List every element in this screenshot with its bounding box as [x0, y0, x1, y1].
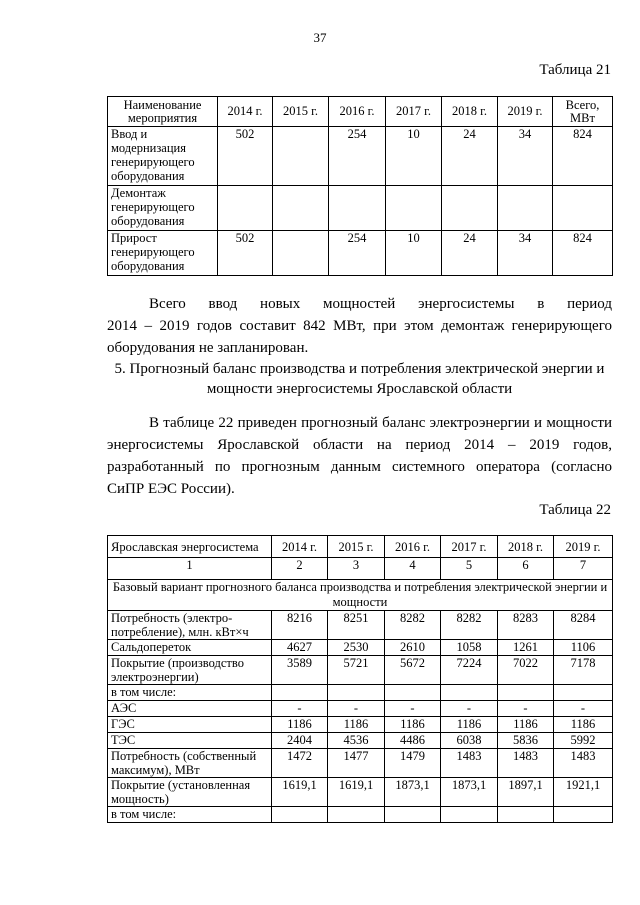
table-row: [108, 701, 613, 717]
table-cell: 6038: [441, 733, 498, 749]
table-22-header-cell: 2018 г.: [498, 536, 554, 558]
table-cell: 1483: [498, 749, 554, 778]
table-22-section-row: [108, 580, 613, 611]
table-cell: 1058: [441, 640, 498, 656]
table-cell: 2404: [272, 733, 328, 749]
column-number: 1: [108, 558, 272, 580]
table-21-header-cell: 2017 г.: [386, 97, 442, 127]
table-cell: [218, 186, 273, 231]
table-cell: 1619,1: [328, 778, 385, 807]
table-cell: -: [272, 701, 328, 717]
table-22-header-cell: 2019 г.: [554, 536, 613, 558]
table-cell: 7022: [498, 656, 554, 685]
paragraph-line: СиПР ЕЭС России).: [107, 481, 235, 497]
row-label: Покрытие (производство электроэнергии): [108, 656, 272, 685]
table-cell: 1261: [498, 640, 554, 656]
row-label: Потребность (электро-потребление), млн. кВт×ч: [108, 611, 272, 640]
table-22-caption: Таблица 22: [539, 502, 611, 518]
paragraph-new-capacity: [107, 293, 612, 359]
table-cell: [328, 685, 385, 701]
table-21-header-cell: 2015 г.: [273, 97, 329, 127]
table-cell: [385, 685, 441, 701]
table-row: [108, 231, 613, 276]
table-row: [108, 186, 613, 231]
table-row: [108, 640, 613, 656]
column-number: 5: [441, 558, 498, 580]
table-21-header-cell: 2014 г.: [218, 97, 273, 127]
table-cell: [272, 685, 328, 701]
table-22: [107, 535, 613, 823]
table-cell: 1186: [272, 717, 328, 733]
table-cell: [441, 685, 498, 701]
table-cell: 1619,1: [272, 778, 328, 807]
table-cell: 1921,1: [554, 778, 613, 807]
table-cell: 1186: [385, 717, 441, 733]
table-row: [108, 611, 613, 640]
table-cell: [498, 186, 553, 231]
row-label: ТЭС: [108, 733, 272, 749]
table-cell: 8216: [272, 611, 328, 640]
table-row: [108, 127, 613, 186]
table-cell: 2610: [385, 640, 441, 656]
table-cell: 8282: [441, 611, 498, 640]
table-cell: 4627: [272, 640, 328, 656]
paragraph-line: 2014 – 2019 годов составит 842 МВт, при этом демонтаж генерирующего: [107, 318, 612, 334]
table-cell: 34: [498, 231, 553, 276]
table-row: [108, 656, 613, 685]
column-number: 3: [328, 558, 385, 580]
table-cell: 5836: [498, 733, 554, 749]
table-cell: 1483: [441, 749, 498, 778]
table-cell: 1483: [554, 749, 613, 778]
column-number: 7: [554, 558, 613, 580]
row-label: Демонтаж генерирующего оборудования: [108, 186, 218, 231]
table-cell: 1479: [385, 749, 441, 778]
paragraph-line: оборудования не запланирован.: [107, 340, 309, 356]
row-label: Покрытие (установленная мощность): [108, 778, 272, 807]
table-cell: 254: [329, 231, 386, 276]
table-22-header-cell: 2014 г.: [272, 536, 328, 558]
table-22-header-cell: Ярославская энергосистема: [108, 536, 272, 558]
table-cell: [498, 807, 554, 823]
table-cell: 8282: [385, 611, 441, 640]
table-cell: 502: [218, 231, 273, 276]
table-cell: 8251: [328, 611, 385, 640]
table-cell: [386, 186, 442, 231]
table-cell: [442, 186, 498, 231]
row-label: Потребность (собственный максимум), МВт: [108, 749, 272, 778]
table-cell: 1186: [498, 717, 554, 733]
table-cell: [329, 186, 386, 231]
table-row: [108, 717, 613, 733]
table-cell: 24: [442, 231, 498, 276]
column-number: 6: [498, 558, 554, 580]
table-cell: 1477: [328, 749, 385, 778]
table-cell: [273, 127, 329, 186]
table-cell: 1472: [272, 749, 328, 778]
table-cell: [328, 807, 385, 823]
table-cell: 1186: [328, 717, 385, 733]
table-cell: [554, 685, 613, 701]
table-cell: 824: [553, 231, 613, 276]
table-cell: 1186: [554, 717, 613, 733]
paragraph-balance-intro: [107, 412, 612, 500]
table-cell: 502: [218, 127, 273, 186]
table-cell: 1873,1: [385, 778, 441, 807]
table-cell: [498, 685, 554, 701]
table-row: [108, 778, 613, 807]
table-cell: -: [441, 701, 498, 717]
row-label: Прирост генерирующего оборудования: [108, 231, 218, 276]
table-cell: 1897,1: [498, 778, 554, 807]
table-cell: [272, 807, 328, 823]
page-number: 37: [313, 30, 327, 45]
paragraph-line: В таблице 22 приведен прогнозный баланс электроэнергии и мощности: [149, 415, 612, 431]
table-cell: -: [328, 701, 385, 717]
table-cell: 1873,1: [441, 778, 498, 807]
table-row: [108, 685, 613, 701]
row-label: в том числе:: [108, 807, 272, 823]
table-cell: 10: [386, 231, 442, 276]
table-21-caption: Таблица 21: [539, 62, 611, 78]
row-label: в том числе:: [108, 685, 272, 701]
table-cell: [553, 186, 613, 231]
table-cell: 10: [386, 127, 442, 186]
table-cell: 3589: [272, 656, 328, 685]
table-cell: 824: [553, 127, 613, 186]
table-21-header-cell: 2018 г.: [442, 97, 498, 127]
table-cell: 1186: [441, 717, 498, 733]
table-row: [108, 807, 613, 823]
table-cell: 254: [329, 127, 386, 186]
paragraph-line: разработанный по прогнозным данным системного оператора (согласно: [107, 459, 612, 475]
table-cell: [273, 186, 329, 231]
row-label: ГЭС: [108, 717, 272, 733]
table-21-header-cell: 2016 г.: [329, 97, 386, 127]
section-title: Базовый вариант прогнозного баланса производства и потребления электрической энергии и мощности: [108, 580, 613, 611]
table-cell: -: [554, 701, 613, 717]
paragraph-line: Всего ввод новых мощностей энергосистемы в период: [149, 296, 612, 312]
table-cell: 7224: [441, 656, 498, 685]
table-cell: 4536: [328, 733, 385, 749]
table-21-header-cell: 2019 г.: [498, 97, 553, 127]
table-cell: -: [385, 701, 441, 717]
row-label: АЭС: [108, 701, 272, 717]
table-cell: 5992: [554, 733, 613, 749]
table-21-header-cell: Наименование мероприятия: [108, 97, 218, 127]
table-cell: 7178: [554, 656, 613, 685]
table-cell: 8283: [498, 611, 554, 640]
row-label: Ввод и модернизация генерирующего оборудования: [108, 127, 218, 186]
table-cell: -: [498, 701, 554, 717]
table-cell: [441, 807, 498, 823]
table-22-header-cell: 2015 г.: [328, 536, 385, 558]
table-row: [108, 749, 613, 778]
paragraph-line: энергосистемы Ярославской области на период 2014 – 2019 годов,: [107, 437, 612, 453]
section-heading: 5. Прогнозный баланс производства и потребления электрической энергии и мощности энергосистемы Ярославской области: [114, 361, 605, 397]
table-22-header-cell: 2017 г.: [441, 536, 498, 558]
table-cell: 4486: [385, 733, 441, 749]
table-row: [108, 733, 613, 749]
table-cell: 5721: [328, 656, 385, 685]
table-cell: [385, 807, 441, 823]
column-number: 4: [385, 558, 441, 580]
table-cell: [273, 231, 329, 276]
table-cell: 1106: [554, 640, 613, 656]
column-number: 2: [272, 558, 328, 580]
table-cell: 34: [498, 127, 553, 186]
table-cell: 24: [442, 127, 498, 186]
row-label: Сальдопереток: [108, 640, 272, 656]
table-cell: [554, 807, 613, 823]
table-22-header-row: [108, 536, 613, 558]
table-cell: 2530: [328, 640, 385, 656]
table-21: [107, 96, 613, 276]
table-21-header-row: [108, 97, 613, 127]
table-22-number-row: [108, 558, 613, 580]
table-cell: 5672: [385, 656, 441, 685]
table-cell: 8284: [554, 611, 613, 640]
table-21-header-cell: Всего, МВт: [553, 97, 613, 127]
table-22-header-cell: 2016 г.: [385, 536, 441, 558]
